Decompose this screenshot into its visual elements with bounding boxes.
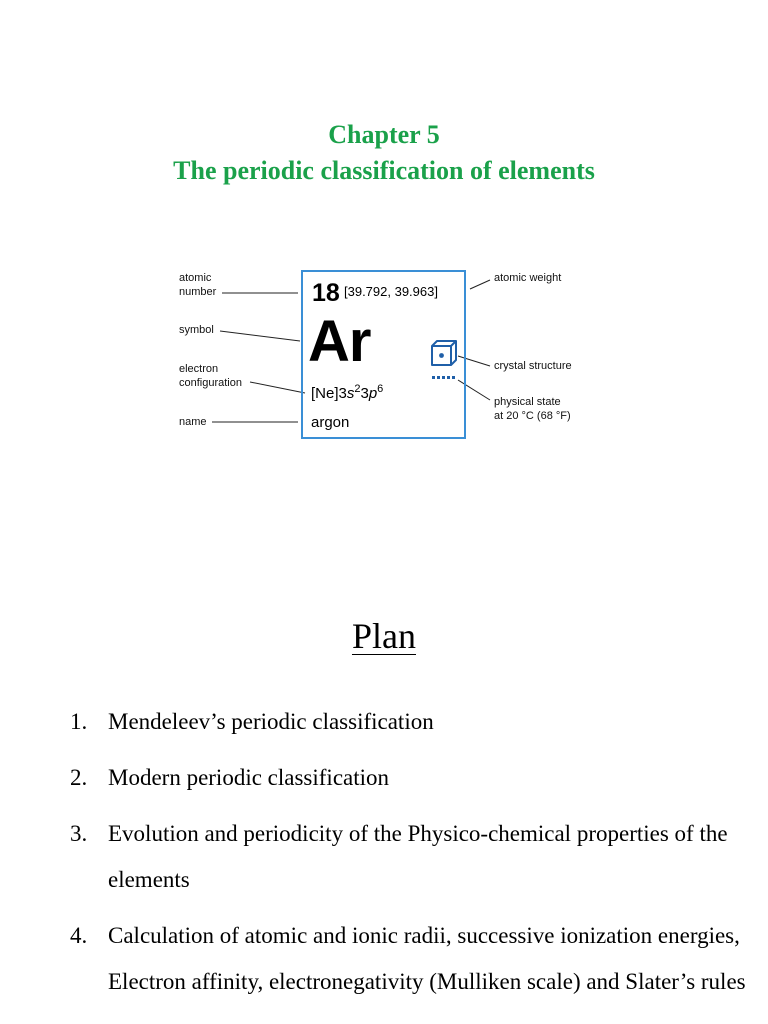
plan-item xyxy=(70,699,750,745)
plan-item-text: Evolution and periodicity of the Physico-chemical properties of the elements xyxy=(108,821,728,892)
plan-item xyxy=(70,913,750,1005)
callout-crystal-structure: crystal structure xyxy=(494,360,572,372)
chapter-title: The periodic classification of elements xyxy=(173,156,595,185)
plan-item-number: 3. xyxy=(70,821,88,846)
atomic-weight: [39.792, 39.963] xyxy=(344,284,438,299)
config-s: s xyxy=(346,385,355,402)
config-p-exp: 6 xyxy=(377,383,384,395)
plan-item-text: Calculation of atomic and ionic radii, successive ionization energies, Electron affinity, electronegativity (Mulliken scale) and Slater’s rules xyxy=(108,923,746,994)
plan-item-text: Modern periodic classification xyxy=(108,765,390,790)
callout-physical-state xyxy=(494,395,571,423)
physical-state-gas-icon xyxy=(432,376,456,380)
leader-symbol xyxy=(220,331,300,341)
callout-electron-configuration xyxy=(179,362,242,390)
callout-atomic-weight: atomic weight xyxy=(494,272,562,284)
callout-physical-state-line1: physical state xyxy=(494,396,561,408)
element-symbol: Ar xyxy=(308,309,371,374)
callout-symbol: symbol xyxy=(179,324,214,336)
callout-atomic-number-line2: number xyxy=(179,286,217,298)
callout-atomic-number-line1: atomic xyxy=(179,272,212,284)
element-key-box xyxy=(301,270,466,439)
plan-item-number: 1. xyxy=(70,709,88,734)
plan-list xyxy=(70,699,750,1015)
callout-name: name xyxy=(179,416,207,428)
plan-item-number: 2. xyxy=(70,765,88,790)
atomic-number: 18 xyxy=(312,279,340,307)
plan-item-text: Mendeleev’s periodic classification xyxy=(108,709,434,734)
config-p-coef: 3 xyxy=(360,385,369,402)
cube-icon xyxy=(430,339,458,367)
leader-electron-configuration xyxy=(250,382,305,393)
plan-item xyxy=(70,755,750,801)
config-core: [Ne]3 xyxy=(311,385,347,402)
chapter-label: Chapter 5 xyxy=(328,120,440,149)
element-name: argon xyxy=(311,414,350,431)
config-s-exp: 2 xyxy=(354,383,361,395)
config-p: p xyxy=(368,385,378,402)
callout-electron-configuration-line2: configuration xyxy=(179,377,242,389)
plan-item xyxy=(70,811,750,903)
callout-physical-state-line2: at 20 °C (68 °F) xyxy=(494,410,571,422)
electron-configuration xyxy=(311,385,383,403)
plan-item-number: 4. xyxy=(70,923,88,948)
callout-electron-configuration-line1: electron xyxy=(179,363,219,375)
leader-atomic-weight xyxy=(470,280,490,289)
callout-atomic-number xyxy=(179,271,216,299)
plan-heading: Plan xyxy=(351,616,416,656)
